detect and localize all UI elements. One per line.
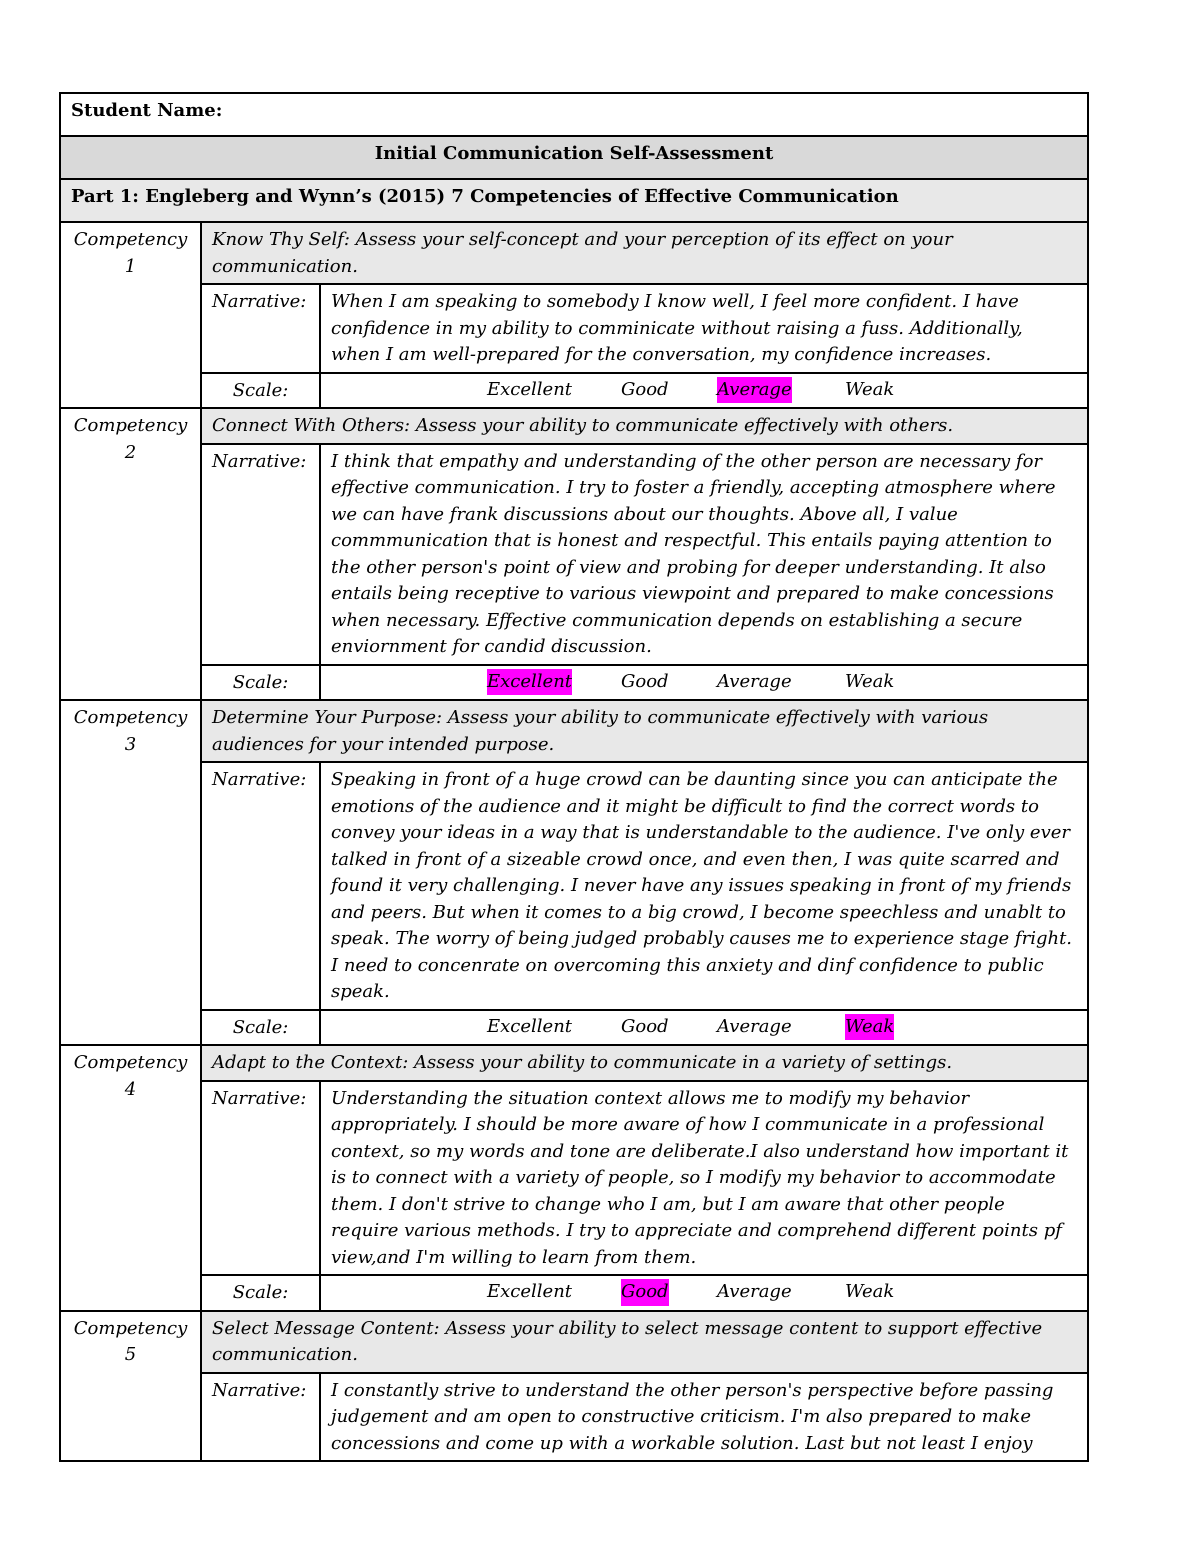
scale-option-excellent[interactable]: Excellent	[487, 1281, 573, 1302]
competency-prompt: Connect With Others: Assess your ability to communicate effectively with others.	[201, 408, 1088, 444]
page-title: Initial Communication Self-Assessment	[374, 143, 774, 164]
scale-option-weak[interactable]: Weak	[845, 1281, 895, 1302]
narrative-row	[60, 284, 1088, 373]
competency-prompt: Determine Your Purpose: Assess your ability to communicate effectively with various audiences for your intended purpose.	[201, 700, 1088, 762]
competency-prompt-row	[60, 408, 1088, 444]
scale-options	[320, 665, 1088, 701]
competency-prompt-row	[60, 222, 1088, 284]
scale-options	[320, 373, 1088, 409]
narrative-text: I think that empathy and understanding of the other person are necessary for effective communication. I try to foster a friendly, accepting atmosphere where we can have frank discussions about our thoughts. Above all, I value commmunication that is honest and respectful. This entails paying attention to the other person's point of view and probing for deeper understanding. It also entails being receptive to various viewpoint and prepared to make concessions when necessary. Effective communication depends on establishing a secure enviornment for candid discussion.	[320, 444, 1088, 665]
competency-prompt-row	[60, 1311, 1088, 1373]
competency-number: 2	[124, 441, 137, 463]
scale-row	[60, 1275, 1088, 1311]
narrative-label: Narrative:	[201, 1373, 320, 1462]
competency-label: Competency	[73, 415, 188, 436]
narrative-row	[60, 444, 1088, 665]
scale-row	[60, 1010, 1088, 1046]
competency-prompt-row	[60, 1045, 1088, 1081]
scale-options	[320, 1010, 1088, 1046]
scale-row	[60, 373, 1088, 409]
scale-option-good[interactable]: Good	[621, 670, 669, 692]
competency-prompt: Adapt to the Context: Assess your ability to communicate in a variety of settings.	[201, 1045, 1088, 1081]
scale-label: Scale:	[201, 373, 320, 409]
competency-label-cell	[60, 700, 201, 1045]
narrative-label: Narrative:	[201, 762, 320, 1010]
competency-label: Competency	[73, 229, 188, 250]
scale-option-average[interactable]: Average	[717, 670, 792, 692]
narrative-text: Understanding the situation context allows me to modify my behavior appropriately. I should be more aware of how I communicate in a professional context, so my words and tone are deliberate.I also understand how important it is to connect with a variety of people, so I modify my behavior to accommodate them. I don't strive to change who I am, but I am aware that other people require various methods. I try to appreciate and comprehend different points pf view,and I'm willing to learn from them.	[320, 1081, 1088, 1276]
scale-option-excellent[interactable]: Excellent	[487, 1015, 573, 1037]
competency-number: 1	[124, 255, 137, 277]
competency-number: 3	[124, 733, 137, 755]
scale-option-good[interactable]: Good	[621, 378, 669, 400]
competency-label: Competency	[73, 1317, 188, 1339]
part-title: Part 1: Engleberg and Wynn’s (2015) 7 Competencies of Effective Communication	[71, 186, 899, 207]
scale-option-excellent[interactable]: Excellent	[487, 378, 573, 400]
scale-label: Scale:	[201, 1275, 320, 1311]
narrative-text: Speaking in front of a huge crowd can be daunting since you can anticipate the emotions of the audience and it might be difficult to find the correct words to convey your ideas in a way that is understandable to the audience. I've only ever talked in front of a sizeable crowd once, and even then, I was quite scarred and found it very challenging. I never have any issues speaking in front of my friends and peers. But when it comes to a big crowd, I become speechless and unablt to speak. The worry of being judged probably causes me to experience stage fright. I need to concenrate on overcoming this anxiety and dinf confidence to public speak.	[320, 762, 1088, 1010]
narrative-row	[60, 1081, 1088, 1276]
competency-prompt-row	[60, 700, 1088, 762]
narrative-label: Narrative:	[201, 444, 320, 665]
competency-label: Competency	[73, 707, 188, 728]
competency-label: Competency	[73, 1052, 188, 1073]
narrative-text: I constantly strive to understand the other person's perspective before passing judgement and am open to constructive criticism. I'm also prepared to make concessions and come up with a workable solution. Last but not least I enjoy	[320, 1373, 1088, 1462]
narrative-text: When I am speaking to somebody I know well, I feel more confident. I have confidence in my ability to comminicate without raising a fuss. Additionally, when I am well-prepared for the conversation, my confidence increases.	[320, 284, 1088, 373]
scale-label: Scale:	[201, 1010, 320, 1046]
competency-label-cell	[60, 1045, 201, 1311]
scale-option-excellent[interactable]: Excellent	[487, 669, 572, 696]
competency-number: 4	[124, 1078, 137, 1100]
scale-row	[60, 665, 1088, 701]
narrative-row	[60, 1373, 1088, 1462]
narrative-label: Narrative:	[201, 284, 320, 373]
competency-number: 5	[124, 1344, 137, 1365]
competency-label-cell	[60, 222, 201, 408]
competency-prompt: Know Thy Self: Assess your self-concept and your perception of its effect on your communication.	[201, 222, 1088, 284]
scale-option-weak[interactable]: Weak	[845, 670, 895, 692]
student-name-row	[60, 93, 1088, 136]
scale-option-average[interactable]: Average	[717, 1281, 792, 1302]
competency-label-cell	[60, 1311, 201, 1462]
scale-option-good[interactable]: Good	[621, 1279, 669, 1306]
scale-option-good[interactable]: Good	[621, 1015, 669, 1037]
scale-label: Scale:	[201, 665, 320, 701]
scale-option-weak[interactable]: Weak	[845, 378, 895, 400]
title-row	[60, 136, 1088, 179]
narrative-row	[60, 762, 1088, 1010]
competency-prompt: Select Message Content: Assess your ability to select message content to support effective communication.	[201, 1311, 1088, 1373]
self-assessment-table	[59, 92, 1089, 1462]
scale-option-average[interactable]: Average	[717, 1015, 792, 1037]
scale-option-weak[interactable]: Weak	[845, 1014, 894, 1041]
part-title-row	[60, 179, 1088, 222]
scale-option-average[interactable]: Average	[717, 377, 792, 404]
student-name-label: Student Name:	[71, 100, 223, 121]
narrative-label: Narrative:	[201, 1081, 320, 1276]
scale-options	[320, 1275, 1088, 1311]
competency-label-cell	[60, 408, 201, 700]
